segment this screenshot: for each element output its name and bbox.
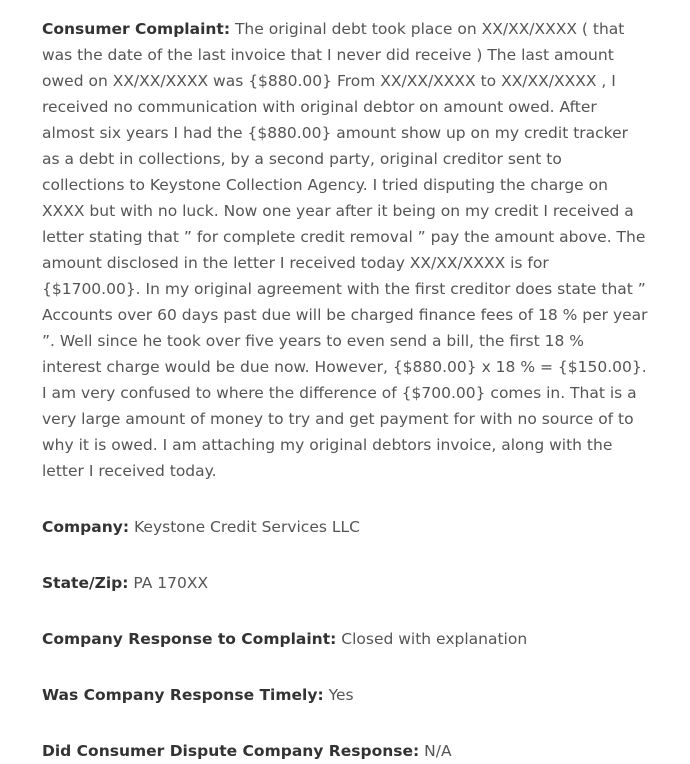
state-zip-field: [42, 570, 648, 596]
company-response-field: [42, 626, 648, 652]
state-zip-value: PA 170XX: [133, 574, 209, 592]
response-timely-field: [42, 682, 648, 708]
consumer-dispute-label: Did Consumer Dispute Company Response:: [42, 742, 420, 760]
consumer-complaint-label: Consumer Complaint:: [42, 20, 231, 38]
response-timely-value: Yes: [328, 686, 354, 704]
company-value: Keystone Credit Services LLC: [134, 518, 360, 536]
company-response-label: Company Response to Complaint:: [42, 630, 337, 648]
company-label: Company:: [42, 518, 130, 536]
consumer-complaint-text: The original debt took place on XX/XX/XXXX ( that was the date of the last invoice that I never did receive ) The last amount owed on XX/XX/XXXX was {$880.00} From XX/XX/XXXX to XX/XX/XXXX , I received no communication with original debtor on amount owed. After almost six years I had the {$880.00} amount show up on my credit tracker as a debt in collections, by a second party, original creditor sent to collections to Keystone Collection Agency. I tried disputing the charge on XXXX but with no luck. Now one year after it being on my credit I received a letter stating that ” for complete credit removal ” pay the amount above. The amount disclosed in the letter I received today XX/XX/XXXX is for {$1700.00}. In my original agreement with the first creditor does state that ” Accounts over 60 days past due will be charged finance fees of 18 % per year ”. Well since he took over five years to even send a bill, the first 18 % interest charge would be due now. However, {$880.00} x 18 % = {$150.00}. I am very confused to where the difference of {$700.00} comes in. That is a very large amount of money to try and get payment for with no source of to why it is owed. I am attaching my original debtors invoice, along with the letter I received today.: [42, 20, 648, 480]
company-response-value: Closed with explanation: [341, 630, 528, 648]
consumer-complaint-field: [42, 16, 648, 484]
company-field: [42, 514, 648, 540]
consumer-dispute-field: [42, 738, 648, 764]
response-timely-label: Was Company Response Timely:: [42, 686, 324, 704]
state-zip-label: State/Zip:: [42, 574, 129, 592]
consumer-dispute-value: N/A: [424, 742, 452, 760]
